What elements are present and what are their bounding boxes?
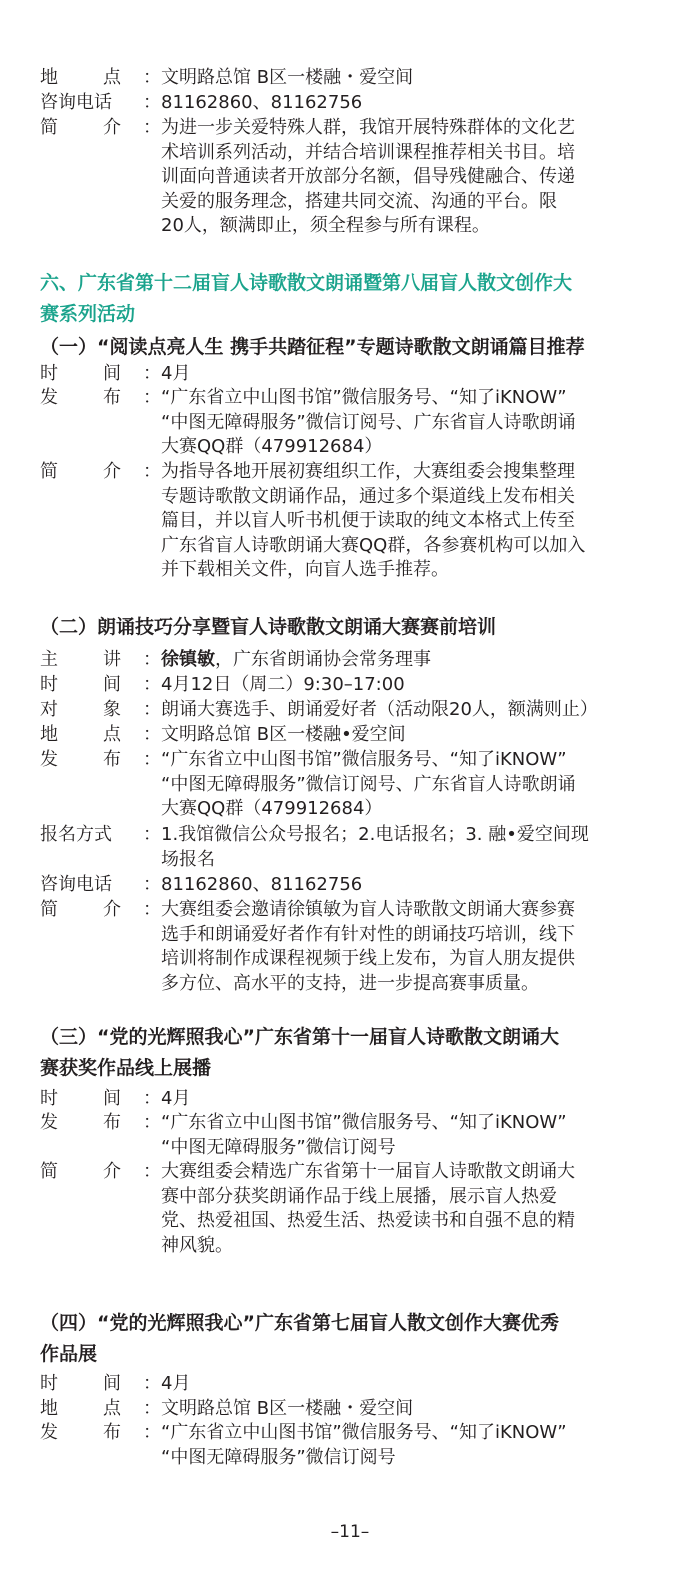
item4-time-row: 时 间 ： 4月 (40, 1372, 638, 1397)
item2-publish-row: 发 布 ： “广东省立中山图书馆”微信服务号、“知了iKNOW” “中图无障碍服务”微信订阅号、广东省盲人诗歌朗诵 大赛QQ群（479912684） (40, 748, 638, 822)
item4-publish-text: “广东省立中山图书馆”微信服务号、“知了iKNOW” “中图无障碍服务”微信订阅号 (161, 1422, 567, 1468)
item3-time-value: 4月 (161, 1088, 191, 1109)
item1-heading: （一）“阅读点亮人生 携手共踏征程”专题诗歌散文朗诵篇目推荐 (40, 336, 585, 358)
item2-phone-value: 81162860、81162756 (161, 874, 363, 895)
item2-summary-row: 简 介 ： 大赛组委会邀请徐镇敏为盲人诗歌散文朗诵大赛参赛 选手和朗诵爱好者作有针对性的朗诵技巧培训，线下 培训将制作成课程视频于线上发布，为盲人朋友提供 多方位、高水平的支持，进一步提高赛事质量。 (40, 898, 638, 996)
item2-audience-value: 朗诵大赛选手、朗诵爱好者（活动限20人，额满则止） (161, 699, 598, 720)
item2-publish-text: “广东省立中山图书馆”微信服务号、“知了iKNOW” “中图无障碍服务”微信订阅号、广东省盲人诗歌朗诵 大赛QQ群（479912684） (161, 749, 576, 819)
item2-signup-text: 1.我馆微信公众号报名；2.电话报名；3. 融•爱空间现 场报名 (161, 824, 589, 870)
item2-time-row: 时 间 ： 4月12日（周二）9:30–17:00 (40, 673, 638, 698)
item1-time-value: 4月 (161, 363, 191, 384)
section-title: 六、广东省第十二届盲人诗歌散文朗诵暨第八届盲人散文创作大 赛系列活动 (40, 272, 573, 325)
item4-location-value: 文明路总馆 B区一楼融・爱空间 (161, 1398, 414, 1419)
item3-publish-row: 发 布 ： “广东省立中山图书馆”微信服务号、“知了iKNOW” “中图无障碍服务”微信订阅号 (40, 1111, 638, 1160)
field-label: 简 介 (40, 461, 121, 482)
field-label: 报名方式 (40, 824, 112, 845)
item2-heading: （二）朗诵技巧分享暨盲人诗歌散文朗诵大赛赛前培训 (40, 616, 497, 638)
field-label: 时 间 (40, 1373, 121, 1394)
item1-summary-row: 简 介 ： 为指导各地开展初赛组织工作，大赛组委会搜集整理 专题诗歌散文朗诵作品，通过多个渠道线上发布相关 篇目，并以盲人听书机便于读取的纯文本格式上传至 广东省盲人诗歌朗诵大赛QQ群，各参赛机构可以加入 并下载相关文件，向盲人选手推荐。 (40, 460, 638, 583)
field-label: 发 布 (40, 1112, 121, 1133)
item3-publish-text: “广东省立中山图书馆”微信服务号、“知了iKNOW” “中图无障碍服务”微信订阅号 (161, 1112, 567, 1158)
item2-location-row: 地 点 ： 文明路总馆 B区一楼融•爱空间 (40, 723, 638, 748)
item4-location-row: 地 点 ： 文明路总馆 B区一楼融・爱空间 (40, 1397, 638, 1422)
field-label: 对 象 (40, 699, 121, 720)
speaker-name: 徐镇敏 (161, 649, 215, 670)
item4-time-value: 4月 (161, 1373, 191, 1394)
item1-publish-row: 发 布 ： “广东省立中山图书馆”微信服务号、“知了iKNOW” “中图无障碍服务”微信订阅号、广东省盲人诗歌朗诵 大赛QQ群（479912684） (40, 386, 638, 460)
item2-time-value: 4月12日（周二）9:30–17:00 (161, 674, 405, 695)
intro-location-value: 文明路总馆 B区一楼融・爱空间 (161, 67, 414, 88)
item2-phone-row: 咨询电话 ： 81162860、81162756 (40, 873, 638, 898)
item4-heading: （四）“党的光辉照我心”广东省第七届盲人散文创作大赛优秀 作品展 (40, 1312, 559, 1365)
item2-speaker-value: 徐镇敏，广东省朗诵协会常务理事 (161, 649, 431, 670)
item4-publish-row: 发 布 ： “广东省立中山图书馆”微信服务号、“知了iKNOW” “中图无障碍服务”微信订阅号 (40, 1421, 638, 1470)
field-label: 简 介 (40, 899, 121, 920)
item3-time-row: 时 间 ： 4月 (40, 1087, 638, 1112)
field-label: 简 介 (40, 1161, 121, 1182)
intro-phone-row: 咨询电话 ： 81162860、81162756 (40, 91, 638, 116)
field-label: 主 讲 (40, 649, 121, 670)
field-label: 时 间 (40, 363, 121, 384)
item2-audience-row: 对 象 ： 朗诵大赛选手、朗诵爱好者（活动限20人，额满则止） (40, 698, 638, 723)
field-label: 发 布 (40, 1422, 121, 1443)
item2-location-value: 文明路总馆 B区一楼融•爱空间 (161, 724, 406, 745)
item3-heading: （三）“党的光辉照我心”广东省第十一届盲人诗歌散文朗诵大 赛获奖作品线上展播 (40, 1026, 559, 1079)
intro-location-row: 地 点 ： 文明路总馆 B区一楼融・爱空间 (40, 66, 638, 91)
intro-phone-value: 81162860、81162756 (161, 92, 363, 113)
item3-summary-text: 大赛组委会精选广东省第十一届盲人诗歌散文朗诵大 赛中部分获奖朗诵作品于线上展播，展示盲人热爱 党、热爱祖国、热爱生活、热爱读书和自强不息的精 神风貌。 (161, 1161, 575, 1256)
field-label: 地 点 (40, 67, 121, 88)
field-label: 咨询电话 (40, 92, 112, 113)
intro-summary-text: 为进一步关爱特殊人群，我馆开展特殊群体的文化艺 术培训系列活动，并结合培训课程推荐相关书目。培 训面向普通读者开放部分名额，倡导残健融合、传递 关爱的服务理念，搭建共同交流、沟通的平台。限 20人，额满即止，须全程参与所有课程。 (161, 117, 575, 236)
item2-speaker-row: 主 讲 ： 徐镇敏，广东省朗诵协会常务理事 (40, 648, 638, 673)
field-label: 地 点 (40, 724, 121, 745)
item3-summary-row: 简 介 ： 大赛组委会精选广东省第十一届盲人诗歌散文朗诵大 赛中部分获奖朗诵作品于线上展播，展示盲人热爱 党、热爱祖国、热爱生活、热爱读书和自强不息的精 神风貌。 (40, 1160, 638, 1258)
item1-publish-text: “广东省立中山图书馆”微信服务号、“知了iKNOW” “中图无障碍服务”微信订阅号、广东省盲人诗歌朗诵 大赛QQ群（479912684） (161, 387, 576, 457)
item2-summary-text: 大赛组委会邀请徐镇敏为盲人诗歌散文朗诵大赛参赛 选手和朗诵爱好者作有针对性的朗诵技巧培训，线下 培训将制作成课程视频于线上发布，为盲人朋友提供 多方位、高水平的支持，进一步提高赛事质量。 (161, 899, 575, 994)
intro-summary-row: 简 介 ： 为进一步关爱特殊人群，我馆开展特殊群体的文化艺 术培训系列活动，并结合培训课程推荐相关书目。培 训面向普通读者开放部分名额，倡导残健融合、传递 关爱的服务理念，搭建共同交流、沟通的平台。限 20人，额满即止，须全程参与所有课程。 (40, 116, 638, 239)
field-label: 发 布 (40, 749, 121, 770)
item1-summary-text: 为指导各地开展初赛组织工作，大赛组委会搜集整理 专题诗歌散文朗诵作品，通过多个渠道线上发布相关 篇目，并以盲人听书机便于读取的纯文本格式上传至 广东省盲人诗歌朗诵大赛QQ群，各参赛机构可以加入 并下载相关文件，向盲人选手推荐。 (161, 461, 586, 580)
item1-time-row: 时 间 ： 4月 (40, 362, 638, 387)
field-label: 咨询电话 (40, 874, 112, 895)
field-label: 简 介 (40, 117, 121, 138)
page-number: –11– (330, 1522, 370, 1542)
field-label: 时 间 (40, 674, 121, 695)
item2-signup-row: 报名方式 ： 1.我馆微信公众号报名；2.电话报名；3. 融•爱空间现 场报名 (40, 823, 638, 872)
field-label: 地 点 (40, 1398, 121, 1419)
field-label: 时 间 (40, 1088, 121, 1109)
field-label: 发 布 (40, 387, 121, 408)
